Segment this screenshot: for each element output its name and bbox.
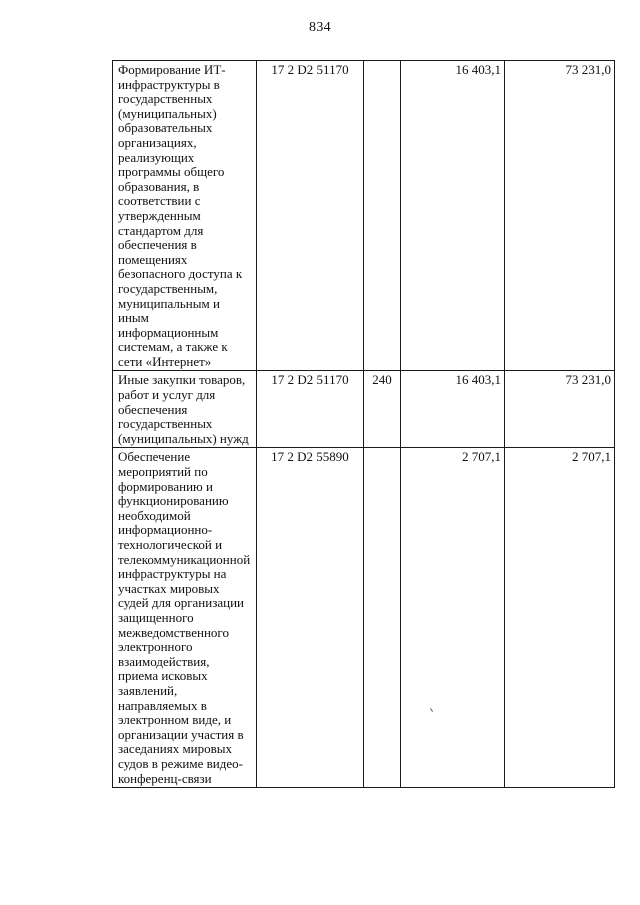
- expense-name-line: реализующих: [118, 149, 195, 165]
- expense-name-line: необходимой: [118, 507, 191, 523]
- expense-name-line: межведомственного: [118, 624, 229, 640]
- expense-name-line: функционированию: [118, 493, 229, 509]
- table-row: [113, 448, 615, 788]
- expense-name-line: государственных: [118, 91, 213, 107]
- expense-name-line: помещениях: [118, 251, 188, 267]
- budget-table: [112, 60, 615, 788]
- expense-name-line: инфраструктуры на: [118, 566, 227, 582]
- table-body: [113, 61, 615, 788]
- expense-name-line: конференц-связи: [118, 770, 212, 786]
- expense-type-cell: 240: [364, 371, 401, 448]
- expense-name-cell: [113, 448, 257, 788]
- expense-name-line: заявлений,: [118, 682, 178, 698]
- expense-type-cell: [364, 448, 401, 788]
- amount-cell-1: 2 707,1: [401, 448, 505, 788]
- expense-name-line: обеспечения в: [118, 237, 197, 253]
- expense-name-line: технологической и: [118, 537, 223, 552]
- amount-cell-2: 73 231,0: [505, 61, 615, 371]
- expense-name-line: Иные закупки товаров,: [118, 372, 246, 388]
- target-article-code-cell: 17 2 D2 51170: [257, 61, 364, 371]
- expense-name-line: взаимодействия,: [118, 653, 210, 669]
- expense-name-line: электронном виде, и: [118, 712, 232, 728]
- expense-name-cell: [113, 61, 257, 371]
- expense-name-line: (муниципальных) нужд: [118, 430, 249, 446]
- expense-name-line: информационным: [118, 324, 219, 340]
- expense-name-line: образовательных: [118, 120, 213, 136]
- expense-name-line: системам, а также к: [118, 339, 228, 355]
- table-row: [113, 371, 615, 448]
- expense-name-line: организации участия в: [118, 726, 244, 742]
- table-row: [113, 61, 615, 371]
- expense-name-line: работ и услуг для: [118, 387, 216, 403]
- amount-cell-1: 16 403,1: [401, 371, 505, 448]
- expense-name-line: участках мировых: [118, 580, 220, 596]
- expense-name-line: государственных: [118, 416, 213, 432]
- expense-name-line: (муниципальных): [118, 105, 217, 121]
- expense-name-line: приема исковых: [118, 668, 208, 684]
- expense-name-line: формированию и: [118, 478, 213, 494]
- expense-name-line: информационно-: [118, 522, 213, 538]
- target-article-code-cell: 17 2 D2 55890: [257, 448, 364, 788]
- expense-name-line: иным: [118, 310, 149, 326]
- expense-name-line: обеспечения: [118, 401, 188, 417]
- expense-name-line: стандартом для: [118, 222, 204, 238]
- expense-name-line: мероприятий по: [118, 464, 208, 480]
- amount-cell-2: 73 231,0: [505, 371, 615, 448]
- expense-type-cell: [364, 61, 401, 371]
- expense-name-line: судей для организации: [118, 595, 244, 611]
- expense-name-line: направляемых в: [118, 697, 207, 713]
- expense-name-line: организациях,: [118, 134, 197, 150]
- expense-name-line: сети «Интернет»: [118, 353, 212, 369]
- expense-name-line: инфраструктуры в: [118, 76, 220, 92]
- expense-name-line: Формирование ИТ-: [118, 62, 226, 77]
- expense-name-line: электронного: [118, 639, 193, 655]
- expense-name-line: муниципальным и: [118, 295, 220, 311]
- expense-name-cell: [113, 371, 257, 448]
- expense-name-line: Обеспечение: [118, 449, 191, 465]
- expense-name-line: образования, в: [118, 178, 200, 194]
- page-number: 834: [309, 20, 331, 35]
- amount-cell-1: 16 403,1: [401, 61, 505, 371]
- expense-name-line: государственным,: [118, 280, 218, 296]
- expense-name-line: соответствии с: [118, 193, 201, 209]
- amount-cell-2: 2 707,1: [505, 448, 615, 788]
- expense-name-line: безопасного доступа к: [118, 266, 243, 282]
- expense-name-line: телекоммуникационной: [118, 551, 251, 567]
- target-article-code-cell: 17 2 D2 51170: [257, 371, 364, 448]
- expense-name-line: программы общего: [118, 164, 225, 180]
- expense-name-line: заседаниях мировых: [118, 741, 233, 757]
- expense-name-line: судов в режиме видео-: [118, 755, 243, 771]
- expense-name-line: защищенного: [118, 609, 194, 625]
- expense-name-line: утвержденным: [118, 207, 201, 223]
